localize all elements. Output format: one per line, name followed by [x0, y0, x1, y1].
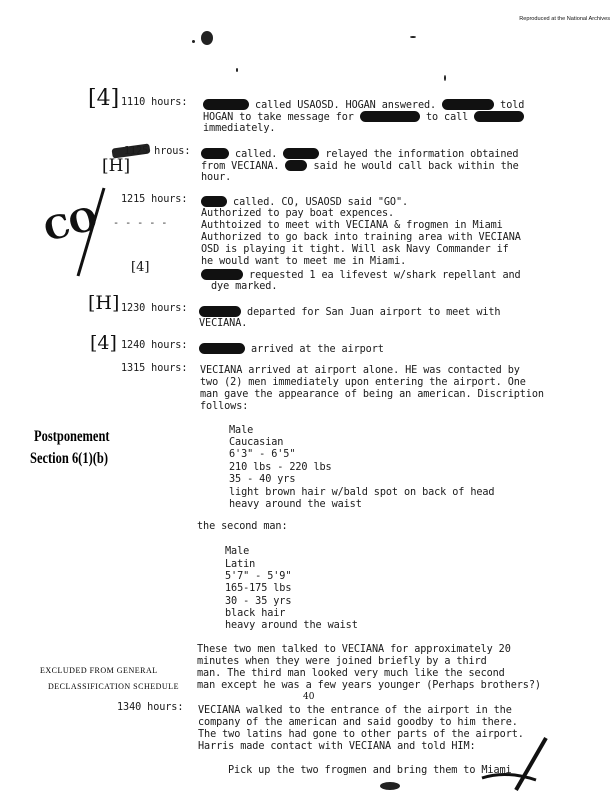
- entry-1215-line5: OSD is playing it tight. Will ask Navy Commander if: [201, 244, 509, 255]
- entry-1230-line2: VECIANA.: [199, 318, 248, 329]
- entry-1215-line1: called. CO, USAOSD said "GO".: [201, 196, 408, 209]
- desc-line: Male: [229, 425, 254, 436]
- para-line: minutes when they were joined briefly by a third: [197, 656, 487, 667]
- redaction-block: [474, 111, 524, 122]
- desc-line: 5'7" - 5'9": [225, 571, 292, 582]
- time-1315: 1315 hours:: [121, 363, 188, 374]
- desc-line: 30 - 35 yrs: [225, 596, 292, 607]
- desc-line: black hair: [225, 608, 286, 619]
- entry-1215-line8: dye marked.: [211, 281, 278, 292]
- stamp-line: DECLASSIFICATION SCHEDULE: [48, 682, 179, 691]
- time-1125: 1125 hrous:: [124, 146, 191, 157]
- entry-1215-line2: Authorized to pay boat expences.: [201, 208, 395, 219]
- entry-1340-line5: Pick up the two frogmen and bring them to Miami: [228, 765, 512, 776]
- co-handwritten-mark: CO: [40, 199, 102, 249]
- slash-mark: [72, 182, 112, 282]
- redaction-block: [201, 196, 227, 207]
- entry-1315-line3: man gave the appearance of being an american. Discription: [200, 389, 544, 400]
- para-line: man. The third man looked very much like the second: [197, 668, 505, 679]
- speck-mark: [201, 31, 213, 45]
- redaction-block: [203, 99, 249, 110]
- redaction-block: [442, 99, 494, 110]
- time-1230: 1230 hours:: [121, 303, 188, 314]
- bracket-mark: [H]: [102, 156, 131, 176]
- entry-1340-line4: Harris made contact with VECIANA and told HIM:: [198, 741, 476, 752]
- bracket-mark: [4]: [131, 260, 150, 275]
- entry-1340-line3: The two latins had gone to other parts of the airport.: [198, 729, 524, 740]
- entry-1125-line1: called. relayed the information obtained: [201, 148, 518, 161]
- dashed-mark: - - - - -: [113, 218, 168, 229]
- time-1240: 1240 hours:: [121, 340, 188, 351]
- redaction-block: [201, 148, 229, 159]
- entry-1215-line7: requested 1 ea lifevest w/shark repellant and: [201, 269, 521, 282]
- archive-note: Reproduced at the National Archives: [519, 16, 610, 22]
- redaction-block: [199, 306, 241, 317]
- desc-line: heavy around the waist: [225, 620, 358, 631]
- redaction-block: [360, 111, 420, 122]
- desc-line: Latin: [225, 559, 256, 570]
- entry-1125-line3: hour.: [201, 172, 232, 183]
- desc-line: 35 - 40 yrs: [229, 474, 296, 485]
- redaction-block: [285, 160, 307, 171]
- time-1110: 1110 hours:: [121, 97, 188, 108]
- speck-mark: [236, 68, 238, 72]
- entry-1215-line6: he would want to meet me in Miami.: [201, 256, 407, 267]
- desc-line: Male: [225, 546, 250, 557]
- bracket-mark: [4]: [88, 86, 120, 111]
- stamp-line: Postponement: [34, 428, 110, 445]
- speck-mark: [410, 36, 416, 38]
- bracket-mark: [4]: [90, 332, 117, 354]
- entry-1110-line1: called USAOSD. HOGAN answered. told: [203, 99, 524, 112]
- redaction-block: [199, 343, 245, 354]
- desc-line: light brown hair w/bald spot on back of head: [229, 487, 495, 498]
- speck-mark: [380, 782, 400, 790]
- entry-1125-line2: from VECIANA. said he would call back within the: [201, 161, 519, 172]
- speck-mark: [192, 40, 195, 43]
- redaction-block: [283, 148, 319, 159]
- entry-1215-line4: Authorized to go back into training area with VECIANA: [201, 232, 521, 243]
- desc-line: 210 lbs - 220 lbs: [229, 462, 332, 473]
- desc-line: Caucasian: [229, 437, 284, 448]
- signature-scrawl: [476, 734, 556, 792]
- para-line: These two men talked to VECIANA for approximately 20: [197, 644, 511, 655]
- stamp-line: Section 6(1)(b): [30, 450, 108, 467]
- entry-1110-line2: HOGAN to take message for to call: [203, 111, 524, 124]
- entry-1315-line1: VECIANA arrived at airport alone. HE was contacted by: [200, 365, 520, 376]
- page-number-mark: 40: [303, 692, 315, 702]
- stamp-line: EXCLUDED FROM GENERAL: [40, 666, 158, 675]
- desc-line: 165-175 lbs: [225, 583, 292, 594]
- entry-1340-line1: VECIANA walked to the entrance of the airport in the: [198, 705, 512, 716]
- entry-1340-line2: company of the american and said goodby to him there.: [198, 717, 518, 728]
- entry-1110-line3: immediately.: [203, 123, 276, 134]
- entry-1230-line1: departed for San Juan airport to meet with: [199, 306, 500, 319]
- desc-line: 6'3" - 6'5": [229, 449, 296, 460]
- entry-1315-line2: two (2) men immediately upon entering the airport. One: [200, 377, 526, 388]
- para-line: man except he was a few years younger (Perhaps brothers?): [197, 680, 541, 691]
- time-1215: 1215 hours:: [121, 194, 188, 205]
- entry-1240-line1: arrived at the airport: [199, 343, 384, 356]
- desc-line: heavy around the waist: [229, 499, 362, 510]
- time-1340: 1340 hours:: [117, 702, 184, 713]
- entry-1315-line4: follows:: [200, 401, 249, 412]
- second-man-label: the second man:: [197, 521, 288, 532]
- bracket-mark: [H]: [88, 292, 120, 314]
- redaction-block: [201, 269, 243, 280]
- speck-mark: [444, 75, 446, 81]
- entry-1215-line3: Authtoized to meet with VECIANA & frogmen in Miami: [201, 220, 503, 231]
